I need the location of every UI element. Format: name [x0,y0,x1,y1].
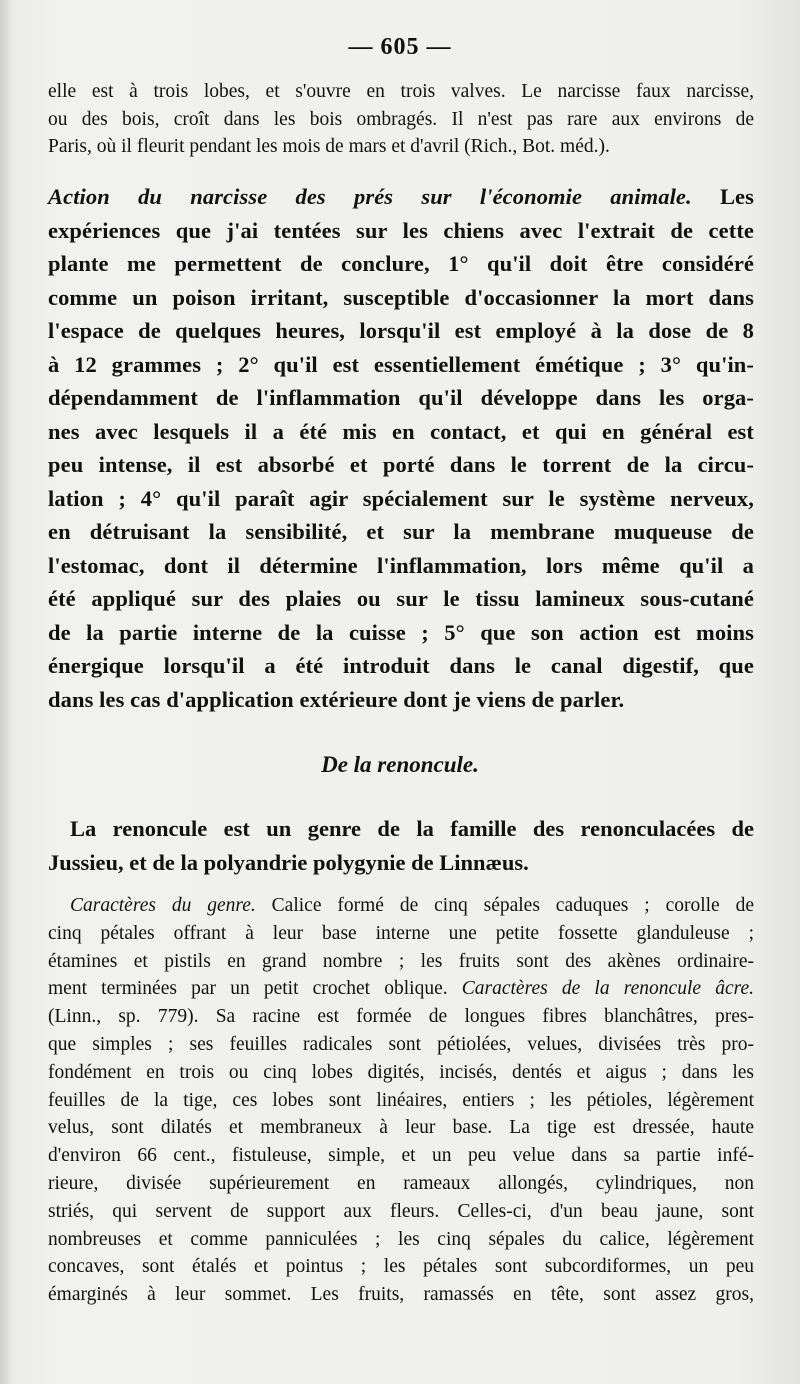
section-lead-title: Action du narcisse des prés sur l'économie animale. [48,184,692,209]
text-line: (Linn., sp. 779). Sa racine est formée de longues fibres blanchâtres, pres- [48,1006,754,1028]
text-fragment: Calice formé de cinq sépales caduques ; corolle de [255,895,755,916]
text-fragment: ment terminées par un petit crochet oblique. [48,978,462,1000]
text-line: fondément en trois ou cinq lobes digités, incisés, dentés et aigus ; dans les [48,1061,754,1083]
text-line [48,180,754,214]
text-line: étamines et pistils en grand nombre ; les fruits sont des akènes ordinaire- [48,950,754,972]
text-line: La renoncule est un genre de la famille des renonculacées de [70,816,754,841]
text-line [48,892,754,920]
text-line: l'estomac, dont il détermine l'inflammation, lors même qu'il a [48,552,754,578]
text-line: énergique lorsqu'il a été introduit dans le canal digestif, que [48,653,754,678]
text-line: velus, sont dilatés et membraneux à leur base. La tige est dressée, haute [48,1117,754,1139]
text-line: l'espace de quelques heures, lorsqu'il est employé à la dose de 8 [48,318,754,343]
text-line: striés, qui servent de support aux fleurs. Celles-ci, d'un beau jaune, sont [48,1200,754,1222]
text-line: plante me permettent de conclure, 1° qu'il doit être considéré [48,251,754,276]
section-lead-title: Caractères du genre. [70,895,256,916]
text-line: rieure, divisée supérieurement en rameaux allongés, cylindriques, non [48,1172,754,1194]
text-line: en détruisant la sensibilité, et sur la membrane muqueuse de [48,519,754,544]
section-heading: De la renoncule. [321,752,479,777]
paragraph-narcissus-action [48,180,754,716]
text-line: lation ; 4° qu'il paraît agir spécialement sur le système nerveux, [48,485,754,511]
text-line: cinq pétales offrant à leur base interne une petite fossette glanduleuse ; [48,922,754,944]
text-line: dans les cas d'application extérieure dont je viens de parler. [48,686,625,712]
text-line: feuilles de la tige, ces lobes sont linéaires, entiers ; les pétioles, légèrement [48,1089,754,1111]
text-line: Jussieu, et de la polyandrie polygynie de Linnæus. [48,850,529,875]
text-line: elle est à trois lobes, et s'ouvre en trois valves. Le narcisse faux narcisse, [48,81,754,102]
text-line: expériences que j'ai tentées sur les chiens avec l'extrait de cette [48,217,754,243]
paragraph-narcissus-habitat [48,78,754,161]
text-fragment: Les [691,184,754,209]
text-line [48,975,754,1003]
text-line: concaves, sont étalés et pointus ; les pétales sont subcordiformes, un peu [48,1256,754,1278]
text-line: été appliqué sur des plaies ou sur le tissu lamineux sous-cutané [48,586,754,611]
text-line: émarginés à leur sommet. Les fruits, ramassés en tête, sont assez gros, [48,1284,754,1306]
species-title: Caractères de la renoncule âcre. [461,978,754,1000]
paragraph-renoncule-characters [48,892,754,1309]
paragraph-renoncule-intro [48,812,754,880]
text-line: de la partie interne de la cuisse ; 5° que son action est moins [48,619,754,645]
text-line: nes avec lesquels il a été mis en contact, et qui en général est [48,418,754,444]
text-line: que simples ; ses feuilles radicales sont pétiolées, velues, divisées très pro- [48,1033,754,1055]
text-line: d'environ 66 cent., fistuleuse, simple, et un peu velue dans sa partie infé- [48,1145,754,1167]
page-number: — 605 — [348,34,452,60]
text-line: comme un poison irritant, susceptible d'occasionner la mort dans [48,284,754,310]
text-line: dépendamment de l'inflammation qu'il développe dans les orga- [48,385,754,410]
text-line: ou des bois, croît dans les bois ombragés. Il n'est pas rare aux environs de [48,108,754,130]
text-line: à 12 grammes ; 2° qu'il est essentiellement émétique ; 3° qu'in- [48,351,754,377]
text-line: nombreuses et comme panniculées ; les cinq sépales du calice, légèrement [48,1228,754,1250]
text-line: Paris, où il fleurit pendant les mois de mars et d'avril (Rich., Bot. méd.). [48,136,610,157]
text-line: peu intense, il est absorbé et porté dans le torrent de la circu- [48,452,754,477]
